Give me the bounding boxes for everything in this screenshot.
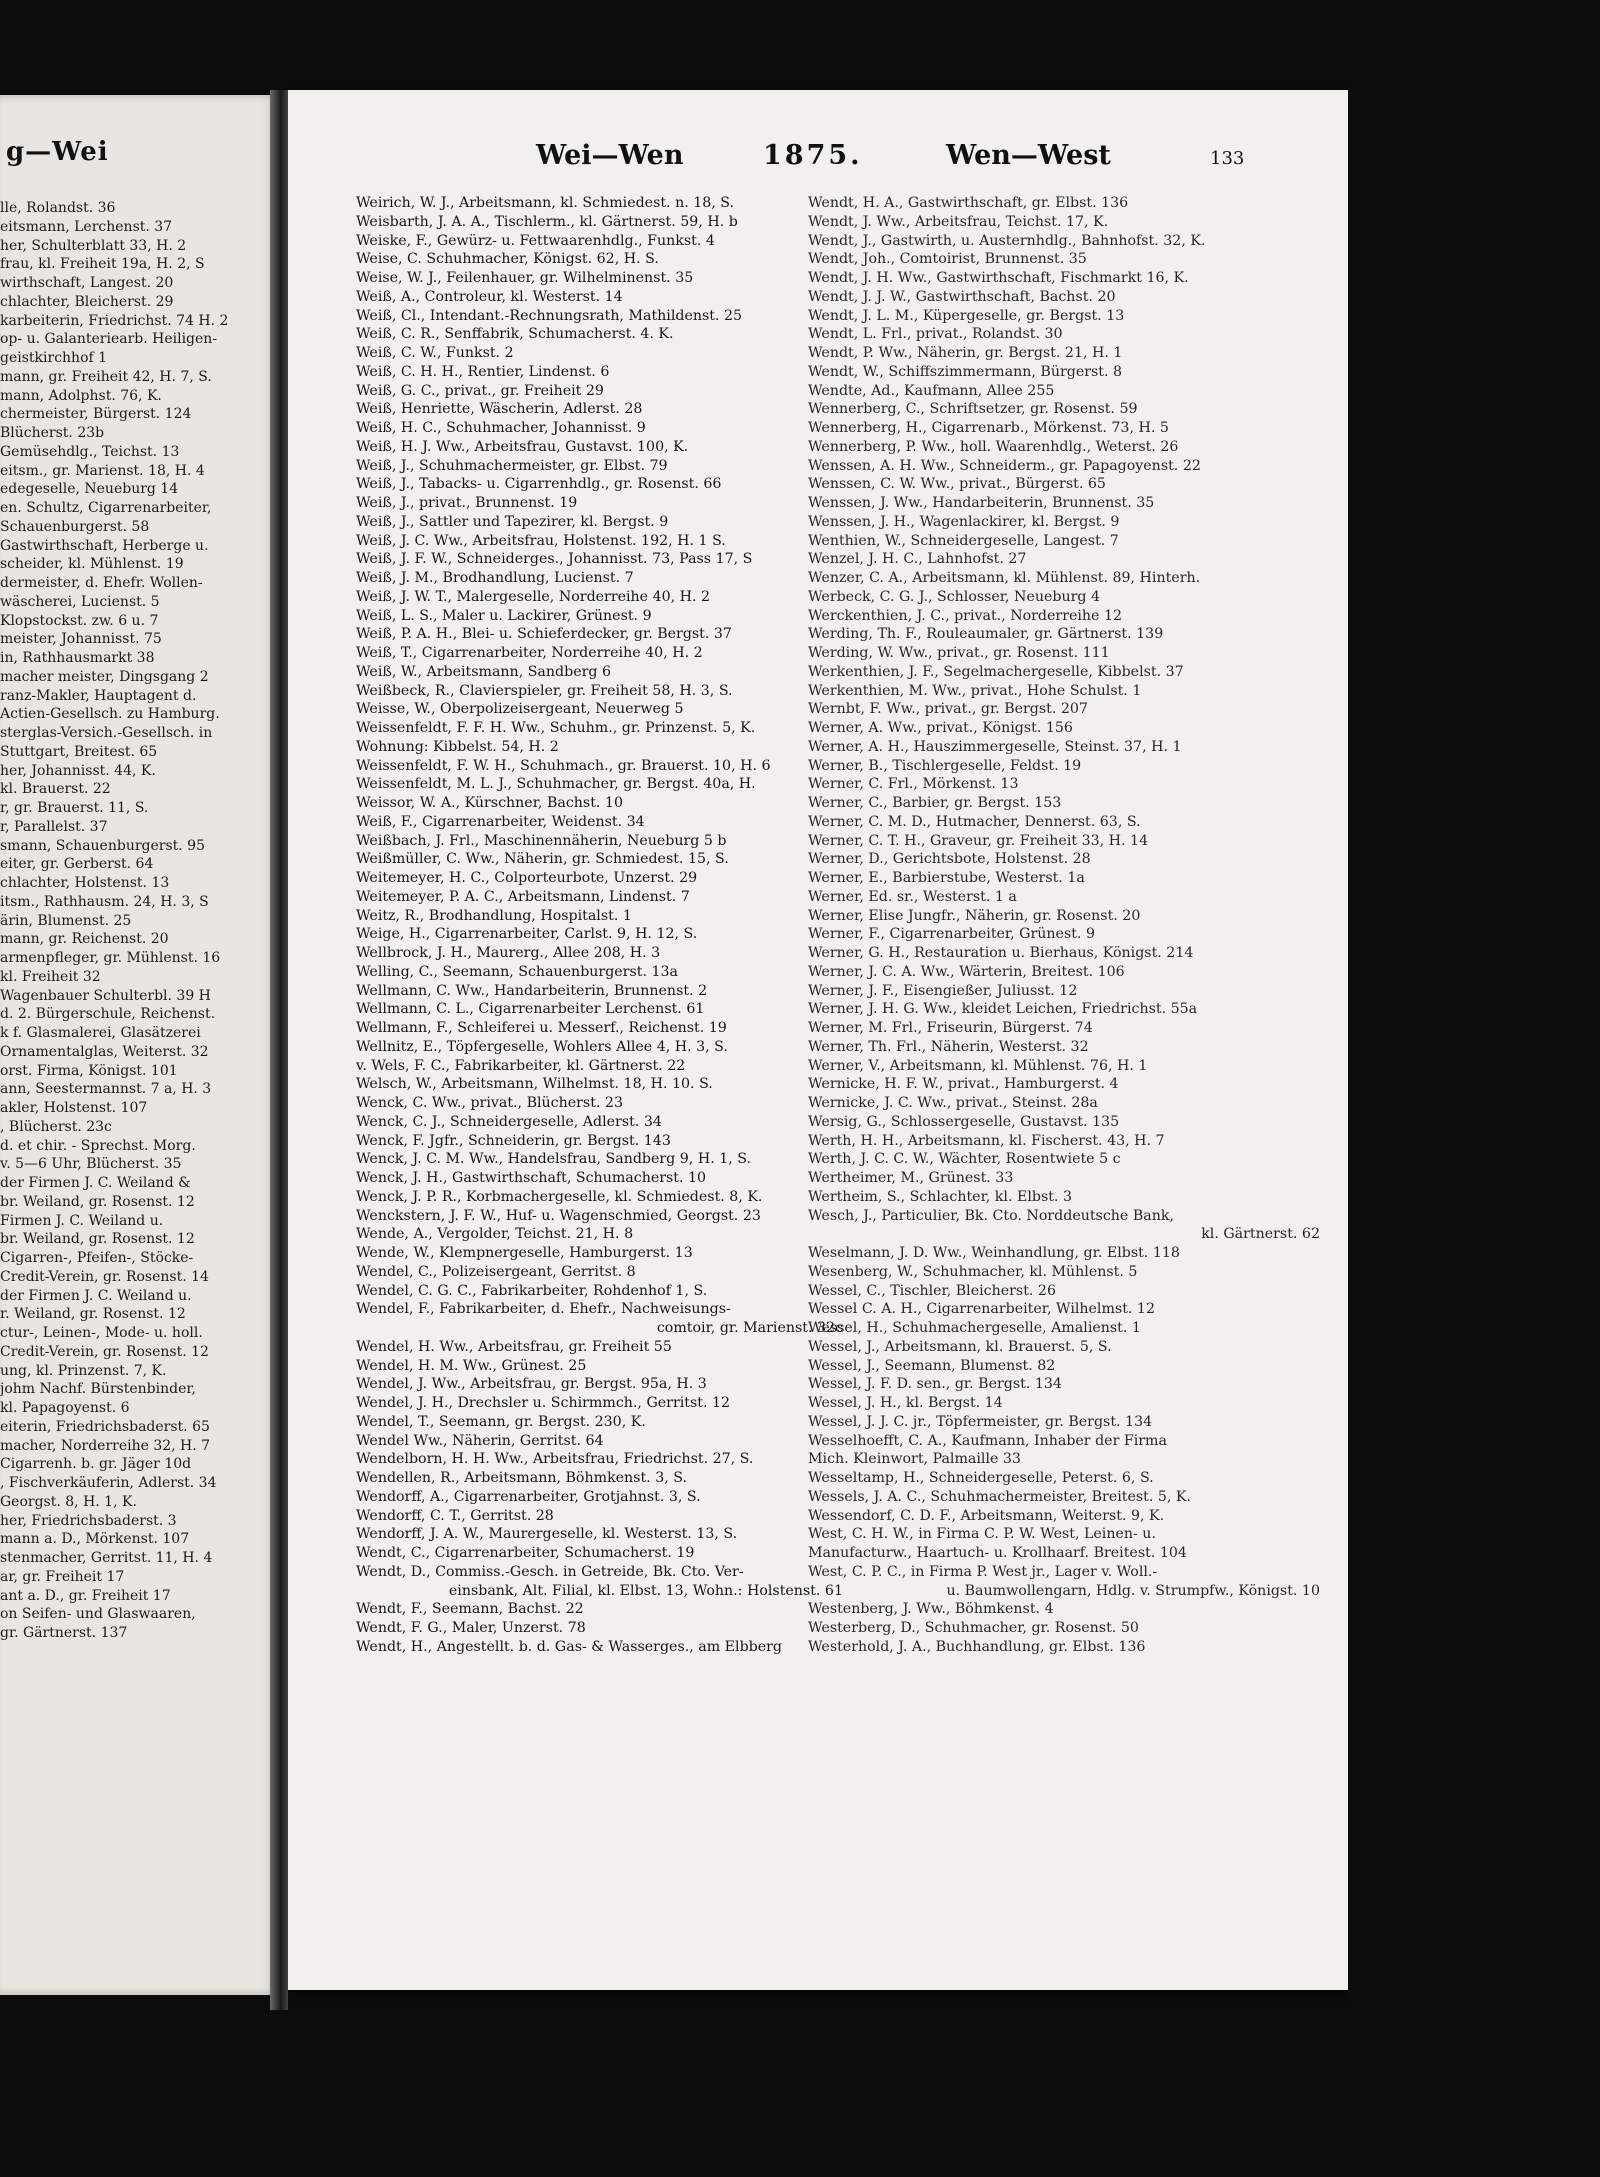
directory-entry: mann, gr. Freiheit 42, H. 7, S. (0, 368, 212, 385)
directory-entry: Wenck, C. Ww., privat., Blücherst. 23 (356, 1095, 623, 1111)
directory-entry: ranz-Makler, Hauptagent d. (0, 687, 197, 704)
directory-entry: v. Wels, F. C., Fabrikarbeiter, kl. Gärtnerst. 22 (356, 1057, 686, 1074)
directory-entry: Wennerberg, H., Cigarrenarb., Mörkenst. 73, H. 5 (808, 420, 1169, 436)
directory-entry: Werding, W. Ww., privat., gr. Rosenst. 111 (808, 645, 1110, 661)
directory-entry: Weiß, H. C., Schuhmacher, Johannisst. 9 (356, 420, 646, 436)
directory-entry: kl. Papagoyenst. 6 (0, 1400, 130, 1416)
directory-entry: Wendel Ww., Näherin, Gerritst. 64 (356, 1432, 604, 1449)
directory-entry: Werner, Ed. sr., Westerst. 1 a (808, 888, 1017, 905)
directory-entry: Weiß, J., Tabacks- u. Cigarrenhdlg., gr. Rosenst. 66 (356, 476, 722, 493)
directory-entry: edegeselle, Neueburg 14 (0, 481, 179, 498)
directory-entry: Wessel, J., Seemann, Blumenst. 82 (808, 1357, 1056, 1374)
directory-entry: Mich. Kleinwort, Palmaille 33 (808, 1451, 1021, 1468)
directory-entry: k f. Glasmalerei, Glasätzerei (0, 1025, 201, 1041)
directory-entry: Weisbarth, J. A. A., Tischlerm., kl. Gärtnerst. 59, H. b (356, 213, 738, 230)
directory-entry: Wenssen, J. Ww., Handarbeiterin, Brunnenst. 35 (808, 495, 1155, 511)
directory-entry: Weige, H., Cigarrenarbeiter, Carlst. 9, H. 12, S. (356, 926, 698, 943)
directory-entry: her, Friedrichsbaderst. 3 (0, 1512, 177, 1529)
left-page-header: g—Wei (6, 137, 109, 167)
running-head-year: 1875. (763, 140, 863, 171)
directory-entry: Werner, J. F., Eisengießer, Juliusst. 12 (808, 982, 1078, 999)
directory-entry: Wendel, J. H., Drechsler u. Schirmmch., Gerritst. 12 (356, 1395, 731, 1411)
directory-entry: , Fischverkäuferin, Adlerst. 34 (0, 1475, 217, 1491)
directory-entry: macher, Norderreihe 32, H. 7 (0, 1437, 211, 1454)
directory-entry: Ornamentalglas, Weiterst. 32 (0, 1043, 209, 1060)
directory-entry: Werner, J. H. G. Ww., kleidet Leichen, Friedrichst. 55a (808, 1001, 1198, 1018)
directory-entry: ärin, Blumenst. 25 (0, 912, 132, 929)
directory-entry: Wagenbauer Schulterbl. 39 H (0, 987, 211, 1004)
directory-entry: Werkenthien, J. F., Segelmachergeselle, Kibbelst. 37 (808, 663, 1184, 680)
directory-entry: Blücherst. 23b (0, 425, 105, 441)
directory-entry: Weiß, J., privat., Brunnenst. 19 (356, 495, 578, 511)
directory-entry: Wenzel, J. H. C., Lahnhofst. 27 (808, 551, 1027, 568)
directory-entry: Wendel, J. Ww., Arbeitsfrau, gr. Bergst. 95a, H. 3 (356, 1376, 707, 1393)
scan-border (1348, 60, 1378, 2020)
directory-entry: Wesenberg, W., Schuhmacher, kl. Mühlenst. 5 (808, 1263, 1138, 1280)
directory-entry: Wessel, J. F. D. sen., gr. Bergst. 134 (808, 1376, 1062, 1393)
directory-entry: Wendt, D., Commiss.-Gesch. in Getreide, Bk. Cto. Ver- (356, 1563, 744, 1580)
directory-entry: her, Johannisst. 44, K. (0, 762, 156, 779)
directory-entry: Weiske, F., Gewürz- u. Fettwaarenhdlg., Funkst. 4 (356, 232, 715, 249)
directory-entry: lle, Rolandst. 36 (0, 200, 116, 216)
directory-entry: Wenck, F. Jgfr., Schneiderin, gr. Bergst. 143 (356, 1132, 671, 1149)
directory-entry: d. 2. Bürgerschule, Reichenst. (0, 1006, 216, 1023)
directory-entry: Wesch, J., Particulier, Bk. Cto. Norddeutsche Bank, (808, 1207, 1174, 1224)
directory-entry: Werner, C., Barbier, gr. Bergst. 153 (808, 795, 1062, 811)
directory-entry: Werner, D., Gerichtsbote, Holstenst. 28 (808, 851, 1091, 868)
directory-entry: Wendt, J., Gastwirth, u. Austernhdlg., Bahnhofst. 32, K. (808, 232, 1206, 249)
directory-entry: dermeister, d. Ehefr. Wollen- (0, 575, 203, 591)
directory-entry: Wessel, H., Schuhmachergeselle, Amalienst. 1 (808, 1320, 1141, 1336)
running-head-right: Wen—West (946, 140, 1111, 171)
directory-entry: Wendel, C. G. C., Fabrikarbeiter, Rohdenhof 1, S. (356, 1282, 708, 1299)
directory-entry: stenmacher, Gerritst. 11, H. 4 (0, 1550, 213, 1566)
directory-entry: Werner, V., Arbeitsmann, kl. Mühlenst. 76, H. 1 (808, 1057, 1148, 1074)
directory-entry: u. Baumwollengarn, Hdlg. v. Strumpfw., Königst. 10 (946, 1582, 1320, 1599)
directory-entry: Wessel, C., Tischler, Bleicherst. 26 (808, 1282, 1056, 1299)
directory-entry: Weitz, R., Brodhandlung, Hospitalst. 1 (356, 907, 632, 924)
directory-entry: Weiß, Cl., Intendant.-Rechnungsrath, Mathildenst. 25 (356, 307, 743, 324)
directory-entry: Wenssen, C. W. Ww., privat., Bürgerst. 65 (808, 476, 1106, 493)
directory-entry: eitsmann, Lerchenst. 37 (0, 218, 173, 235)
directory-entry: Werner, M. Frl., Friseurin, Bürgerst. 74 (808, 1020, 1093, 1036)
directory-entry: Weissenfeldt, F. F. H. Ww., Schuhm., gr. Prinzenst. 5, K. (356, 720, 756, 736)
directory-entry: Georgst. 8, H. 1, K. (0, 1493, 137, 1510)
directory-entry: Werding, Th. F., Rouleaumaler, gr. Gärtnerst. 139 (808, 626, 1164, 643)
running-head-left: Wei—Wen (536, 140, 684, 171)
directory-entry: Werner, A. Ww., privat., Königst. 156 (808, 720, 1073, 736)
directory-entry: br. Weiland, gr. Rosenst. 12 (0, 1193, 195, 1210)
directory-entry: d. et chir. - Sprechst. Morg. (0, 1137, 196, 1154)
directory-entry: gr. Gärtnerst. 137 (0, 1625, 128, 1641)
directory-entry: Weiß, J. W. T., Malergeselle, Norderreihe 40, H. 2 (356, 588, 711, 605)
directory-entry: Wendorff, A., Cigarrenarbeiter, Grotjahnst. 3, S. (356, 1488, 701, 1505)
directory-entry: einsbank, Alt. Filial, kl. Elbst. 13, Wohn.: Holstenst. 61 (448, 1582, 843, 1599)
directory-entry: West, C. H. W., in Firma C. P. W. West, Leinen- u. (808, 1526, 1156, 1543)
right-page (288, 90, 1348, 1990)
directory-entry: orst. Firma, Königst. 101 (0, 1062, 178, 1079)
directory-entry: Weißbach, J. Frl., Maschinennäherin, Neueburg 5 b (356, 832, 727, 849)
directory-entry: Wennerberg, C., Schriftsetzer, gr. Rosenst. 59 (808, 401, 1138, 418)
directory-entry: Wendt, H. A., Gastwirthschaft, gr. Elbst. 136 (808, 195, 1129, 211)
directory-entry: Weitemeyer, P. A. C., Arbeitsmann, Lindenst. 7 (356, 888, 690, 905)
directory-entry: Wenckstern, J. F. W., Huf- u. Wagenschmied, Georgst. 23 (356, 1207, 761, 1224)
directory-entry: op- u. Galanteriearb. Heiligen- (0, 331, 218, 348)
directory-entry: kl. Brauerst. 22 (0, 781, 111, 798)
directory-entry: mann, Adolphst. 76, K. (0, 387, 162, 404)
directory-column-left (356, 194, 851, 1657)
directory-entry: ann, Seestermannst. 7 a, H. 3 (0, 1081, 212, 1098)
directory-entry: Wendelborn, H. H. Ww., Arbeitsfrau, Friedrichst. 27, S. (356, 1451, 754, 1468)
directory-entry: Werner, C. T. H., Graveur, gr. Freiheit 33, H. 14 (808, 832, 1149, 849)
directory-entry: Cigarrenh. b. gr. Jäger 10d (0, 1456, 192, 1473)
directory-entry: Stuttgart, Breitest. 65 (0, 743, 158, 760)
directory-entry: Klopstockst. zw. 6 u. 7 (0, 612, 159, 629)
directory-entry: Credit-Verein, gr. Rosenst. 12 (0, 1343, 209, 1360)
directory-entry: Werner, E., Barbierstube, Westerst. 1a (808, 870, 1085, 886)
directory-entry: Wendel, H. M. Ww., Grünest. 25 (356, 1357, 587, 1374)
left-page (0, 95, 278, 1995)
directory-entry: Wellmann, C. L., Cigarrenarbeiter Lerchenst. 61 (356, 1001, 705, 1018)
directory-entry: kl. Gärtnerst. 62 (1201, 1226, 1320, 1243)
directory-entry: eiter, gr. Gerberst. 64 (0, 856, 154, 873)
directory-entry: Wersig, G., Schlossergeselle, Gustavst. 135 (808, 1113, 1120, 1130)
directory-entry: Wessel, J. J. C. jr., Töpfermeister, gr. Bergst. 134 (808, 1413, 1153, 1430)
directory-entry: en. Schultz, Cigarrenarbeiter, (0, 500, 212, 516)
directory-entry: Wendte, Ad., Kaufmann, Allee 255 (808, 382, 1055, 399)
directory-entry: Weise, C. Schuhmacher, Königst. 62, H. S. (356, 251, 659, 268)
directory-entry: wäscherei, Lucienst. 5 (0, 593, 160, 610)
directory-entry: Weiß, J. M., Brodhandlung, Lucienst. 7 (356, 570, 634, 586)
directory-entry: Weirich, W. J., Arbeitsmann, kl. Schmiedest. n. 18, S. (356, 195, 735, 211)
directory-entry: Werner, B., Tischlergeselle, Feldst. 19 (808, 757, 1082, 774)
directory-entry: Wesselhoefft, C. A., Kaufmann, Inhaber der Firma (808, 1432, 1167, 1449)
directory-entry: Wernicke, H. F. W., privat., Hamburgerst. 4 (808, 1076, 1119, 1093)
directory-entry: in, Rathhausmarkt 38 (0, 650, 155, 666)
directory-entry: Wendt, J. L. M., Küpergeselle, gr. Bergst. 13 (808, 307, 1125, 324)
directory-entry: Wertheimer, M., Grünest. 33 (808, 1170, 1014, 1186)
directory-entry: akler, Holstenst. 107 (0, 1100, 148, 1116)
directory-column-right (808, 194, 1328, 1657)
directory-entry: Wellmann, C. Ww., Handarbeiterin, Brunnenst. 2 (356, 982, 708, 999)
directory-entry: Werkenthien, M. Ww., privat., Hohe Schulst. 1 (808, 682, 1142, 699)
directory-entry: ant a. D., gr. Freiheit 17 (0, 1587, 171, 1604)
directory-entry: Weiß, J. F. W., Schneiderges., Johannisst. 73, Pass 17, S (356, 551, 753, 568)
directory-entry: der Firmen J. C. Weiland & (0, 1175, 191, 1191)
book-gutter (270, 90, 288, 2010)
directory-entry: Werner, C. Frl., Mörkenst. 13 (808, 776, 1019, 793)
directory-entry: Wendt, Joh., Comtoirist, Brunnenst. 35 (808, 251, 1087, 268)
directory-entry: eitsm., gr. Marienst. 18, H. 4 (0, 462, 205, 479)
directory-entry: br. Weiland, gr. Rosenst. 12 (0, 1231, 195, 1248)
directory-entry: der Firmen J. C. Weiland u. (0, 1287, 192, 1304)
directory-entry: mann a. D., Mörkenst. 107 (0, 1531, 190, 1548)
directory-entry: Weissenfeldt, F. W. H., Schuhmach., gr. Brauerst. 10, H. 6 (356, 757, 771, 774)
directory-entry: Wessel, J., Arbeitsmann, kl. Brauerst. 5, S. (808, 1338, 1112, 1355)
directory-entry: Wenck, J. C. M. Ww., Handelsfrau, Sandberg 9, H. 1, S. (356, 1151, 751, 1168)
directory-entry: Wertheim, S., Schlachter, kl. Elbst. 3 (808, 1188, 1072, 1205)
directory-entry: kl. Freiheit 32 (0, 968, 101, 985)
directory-entry: Wendel, H. Ww., Arbeitsfrau, gr. Freiheit 55 (356, 1338, 672, 1355)
directory-entry: Weiß, J., Schuhmachermeister, gr. Elbst. 79 (356, 457, 668, 474)
directory-entry: Weissenfeldt, M. L. J., Schuhmacher, gr. Bergst. 40a, H. (356, 776, 756, 793)
directory-entry: Wessel C. A. H., Cigarrenarbeiter, Wilhelmst. 12 (808, 1301, 1155, 1318)
directory-entry: Wernicke, J. C. Ww., privat., Steinst. 28a (808, 1095, 1098, 1111)
directory-entry: , Blücherst. 23c (0, 1118, 112, 1135)
directory-entry: Wessendorf, C. D. F., Arbeitsmann, Weiterst. 9, K. (808, 1507, 1165, 1524)
directory-entry: Weiß, L. S., Maler u. Lackirer, Grünest. 9 (356, 607, 652, 624)
directory-entry: Wennerberg, P. Ww., holl. Waarenhdlg., Weterst. 26 (808, 438, 1179, 455)
directory-entry: Weißbeck, R., Clavierspieler, gr. Freiheit 58, H. 3, S. (356, 682, 733, 699)
left-page-entries (0, 199, 268, 1643)
directory-entry: itsm., Rathhausm. 24, H. 3, S (0, 893, 209, 910)
directory-entry: Wende, A., Vergolder, Teichst. 21, H. 8 (356, 1226, 634, 1243)
directory-entry: Werner, F., Cigarrenarbeiter, Grünest. 9 (808, 926, 1095, 943)
directory-entry: Welsch, W., Arbeitsmann, Wilhelmst. 18, H. 10. S. (356, 1076, 713, 1093)
directory-entry: Weiß, P. A. H., Blei- u. Schieferdecker, gr. Bergst. 37 (356, 626, 732, 643)
directory-entry: Wendt, C., Cigarrenarbeiter, Schumacherst. 19 (356, 1545, 695, 1561)
directory-entry: Weiß, C. W., Funkst. 2 (356, 345, 514, 361)
page-number: 133 (1210, 148, 1245, 169)
directory-entry: Werner, J. C. A. Ww., Wärterin, Breitest. 106 (808, 963, 1125, 980)
directory-entry: meister, Johannisst. 75 (0, 631, 162, 648)
directory-entry: ung, kl. Prinzenst. 7, K. (0, 1362, 167, 1379)
directory-entry: Wenthien, W., Schneidergeselle, Langest. 7 (808, 532, 1119, 549)
directory-entry: Manufacturw., Haartuch- u. Krollhaarf. Breitest. 104 (808, 1545, 1187, 1561)
directory-entry: Weitemeyer, H. C., Colporteurbote, Unzerst. 29 (356, 870, 698, 886)
directory-entry: mann, gr. Reichenst. 20 (0, 931, 169, 948)
directory-entry: sterglas-Versich.-Gesellsch. in (0, 725, 213, 741)
directory-entry: Werner, C. M. D., Hutmacher, Dennerst. 63, S. (808, 813, 1141, 830)
directory-entry: wirthschaft, Langest. 20 (0, 275, 174, 291)
directory-entry: smann, Schauenburgerst. 95 (0, 837, 205, 854)
directory-entry: chlachter, Holstenst. 13 (0, 875, 170, 891)
directory-entry: Wendorff, J. A. W., Maurergeselle, kl. Westerst. 13, S. (356, 1526, 738, 1543)
directory-entry: Wendel, T., Seemann, gr. Bergst. 230, K. (356, 1413, 646, 1430)
directory-entry: Wendel, C., Polizeisergeant, Gerritst. 8 (356, 1263, 636, 1280)
directory-entry: Welling, C., Seemann, Schauenburgerst. 13a (356, 963, 678, 980)
directory-entry: Wenck, J. P. R., Korbmachergeselle, kl. Schmiedest. 8, K. (356, 1188, 763, 1205)
directory-entry: Werner, Th. Frl., Näherin, Westerst. 32 (808, 1038, 1089, 1055)
directory-entry: Weiß, G. C., privat., gr. Freiheit 29 (356, 382, 604, 399)
directory-entry: Wessel, J. H., kl. Bergst. 14 (808, 1395, 1003, 1411)
directory-entry: Firmen J. C. Weiland u. (0, 1212, 164, 1229)
directory-entry: Wendt, J. H. Ww., Gastwirthschaft, Fischmarkt 16, K. (808, 270, 1189, 286)
directory-entry: Wendt, F., Seemann, Bachst. 22 (356, 1601, 584, 1618)
directory-entry: Werner, Elise Jungfr., Näherin, gr. Rosenst. 20 (808, 907, 1141, 924)
directory-entry: ar, gr. Freiheit 17 (0, 1568, 125, 1585)
directory-entry: r, Parallelst. 37 (0, 818, 108, 835)
directory-entry: ctur-, Leinen-, Mode- u. holl. (0, 1325, 203, 1341)
directory-entry: Weiß, J., Sattler und Tapezirer, kl. Bergst. 9 (356, 513, 669, 530)
directory-entry: Cigarren-, Pfeifen-, Stöcke- (0, 1250, 194, 1266)
directory-entry: Wendt, J. Ww., Arbeitsfrau, Teichst. 17, K. (808, 213, 1109, 230)
directory-entry: Weselmann, J. D. Ww., Weinhandlung, gr. Elbst. 118 (808, 1245, 1180, 1261)
directory-entry: Wellbrock, J. H., Maurerg., Allee 208, H. 3 (356, 945, 661, 961)
directory-entry: karbeiterin, Friedrichst. 74 H. 2 (0, 312, 229, 329)
directory-entry: Wellnitz, E., Töpfergeselle, Wohlers Allee 4, H. 3, S. (356, 1038, 728, 1055)
directory-entry: Weise, W. J., Feilenhauer, gr. Wilhelminenst. 35 (356, 270, 694, 286)
directory-entry: eiterin, Friedrichsbaderst. 65 (0, 1418, 210, 1435)
directory-entry: Wenck, C. J., Schneidergeselle, Adlerst. 34 (356, 1113, 662, 1130)
directory-entry: Weiß, H. J. Ww., Arbeitsfrau, Gustavst. 100, K. (356, 438, 689, 455)
directory-entry: West, C. P. C., in Firma P. West jr., Lager v. Woll.- (808, 1563, 1158, 1580)
directory-entry: Weiß, T., Cigarrenarbeiter, Norderreihe 40, H. 2 (356, 645, 703, 661)
directory-entry: Weiß, J. C. Ww., Arbeitsfrau, Holstenst. 192, H. 1 S. (356, 532, 726, 549)
directory-entry: Gastwirthschaft, Herberge u. (0, 537, 209, 554)
directory-entry: Wendt, L. Frl., privat., Rolandst. 30 (808, 326, 1063, 343)
directory-entry: chermeister, Bürgerst. 124 (0, 406, 192, 423)
directory-entry: Wendt, H., Angestellt. b. d. Gas- & Wasserges., am Elbberg (356, 1638, 782, 1655)
directory-entry: Wesseltamp, H., Schneidergeselle, Peterst. 6, S. (808, 1470, 1154, 1486)
directory-entry: Actien-Gesellsch. zu Hamburg. (0, 706, 220, 723)
directory-entry: r, gr. Brauerst. 11, S. (0, 800, 149, 816)
directory-entry: Credit-Verein, gr. Rosenst. 14 (0, 1268, 209, 1285)
directory-entry: Weiß, F., Cigarrenarbeiter, Weidenst. 34 (356, 813, 645, 830)
directory-entry: Weiß, C. H. H., Rentier, Lindenst. 6 (356, 363, 610, 380)
directory-entry: Werbeck, C. G. J., Schlosser, Neueburg 4 (808, 588, 1101, 605)
directory-entry: Wenssen, A. H. Ww., Schneiderm., gr. Papagoyenst. 22 (808, 457, 1201, 474)
directory-entry: Wohnung: Kibbelst. 54, H. 2 (356, 738, 559, 755)
directory-entry: Weißmüller, C. Ww., Näherin, gr. Schmiedest. 15, S. (356, 851, 729, 868)
directory-entry: geistkirchhof 1 (0, 350, 108, 366)
directory-entry: armenpfleger, gr. Mühlenst. 16 (0, 950, 221, 966)
directory-entry: Westenberg, J. Ww., Böhmkenst. 4 (808, 1601, 1054, 1618)
directory-entry: Werckenthien, J. C., privat., Norderreihe 12 (808, 607, 1123, 624)
directory-entry: Gemüsehdlg., Teichst. 13 (0, 443, 180, 460)
directory-entry: Westerberg, D., Schuhmacher, gr. Rosenst. 50 (808, 1620, 1139, 1636)
directory-entry: Werth, J. C. C. W., Wächter, Rosentwiete 5 c (808, 1151, 1121, 1168)
directory-entry: macher meister, Dingsgang 2 (0, 668, 209, 685)
directory-entry: Westerhold, J. A., Buchhandlung, gr. Elbst. 136 (808, 1638, 1146, 1655)
directory-entry: Wendt, J. J. W., Gastwirthschaft, Bachst. 20 (808, 288, 1116, 305)
directory-entry: Wernbt, F. Ww., privat., gr. Bergst. 207 (808, 701, 1088, 718)
directory-entry: Wendel, F., Fabrikarbeiter, d. Ehefr., Nachweisungs- (356, 1301, 731, 1318)
directory-entry: her, Schulterblatt 33, H. 2 (0, 237, 187, 254)
directory-entry: Werner, A. H., Hauszimmergeselle, Steinst. 37, H. 1 (808, 738, 1182, 755)
directory-entry: Wendt, W., Schiffszimmermann, Bürgerst. 8 (808, 363, 1123, 380)
directory-entry: Wenzer, C. A., Arbeitsmann, kl. Mühlenst. 89, Hinterh. (808, 570, 1201, 586)
directory-entry: Wenssen, J. H., Wagenlackirer, kl. Bergst. 9 (808, 513, 1120, 530)
directory-entry: Weiß, W., Arbeitsmann, Sandberg 6 (356, 663, 611, 680)
directory-entry: chlachter, Bleicherst. 29 (0, 293, 174, 310)
directory-entry: Wellmann, F., Schleiferei u. Messerf., Reichenst. 19 (356, 1020, 727, 1036)
directory-entry: r. Weiland, gr. Rosenst. 12 (0, 1306, 186, 1323)
directory-entry: Weiß, C. R., Senffabrik, Schumacherst. 4. K. (356, 326, 674, 343)
directory-entry: scheider, kl. Mühlenst. 19 (0, 556, 184, 573)
directory-entry: Werner, G. H., Restauration u. Bierhaus, Königst. 214 (808, 945, 1194, 961)
directory-entry: Werth, H. H., Arbeitsmann, kl. Fischerst. 43, H. 7 (808, 1132, 1165, 1149)
directory-entry: Wendellen, R., Arbeitsmann, Böhmkenst. 3, S. (356, 1470, 687, 1486)
directory-entry: v. 5—6 Uhr, Blücherst. 35 (0, 1156, 182, 1173)
directory-entry: comtoir, gr. Marienst. 32c (656, 1320, 843, 1336)
directory-entry: Wende, W., Klempnergeselle, Hamburgerst. 13 (356, 1245, 693, 1261)
directory-entry: Wendt, P. Ww., Näherin, gr. Bergst. 21, H. 1 (808, 345, 1123, 361)
directory-entry: Wendorff, C. T., Gerritst. 28 (356, 1507, 554, 1524)
directory-entry: Weiß, Henriette, Wäscherin, Adlerst. 28 (356, 401, 643, 418)
directory-entry: johm Nachf. Bürstenbinder, (0, 1381, 196, 1398)
directory-entry: Weissor, W. A., Kürschner, Bachst. 10 (356, 795, 623, 811)
directory-entry: Schauenburgerst. 58 (0, 518, 150, 535)
directory-entry: Weisse, W., Oberpolizeisergeant, Neuerweg 5 (356, 701, 684, 718)
directory-entry: frau, kl. Freiheit 19a, H. 2, S (0, 256, 205, 273)
directory-entry: on Seifen- und Glaswaaren, (0, 1606, 196, 1623)
directory-entry: Wendt, F. G., Maler, Unzerst. 78 (356, 1620, 586, 1636)
directory-entry: Weiß, A., Controleur, kl. Westerst. 14 (356, 288, 623, 305)
directory-entry: Wenck, J. H., Gastwirthschaft, Schumacherst. 10 (356, 1170, 707, 1186)
directory-entry: Wessels, J. A. C., Schuhmachermeister, Breitest. 5, K. (808, 1488, 1192, 1505)
